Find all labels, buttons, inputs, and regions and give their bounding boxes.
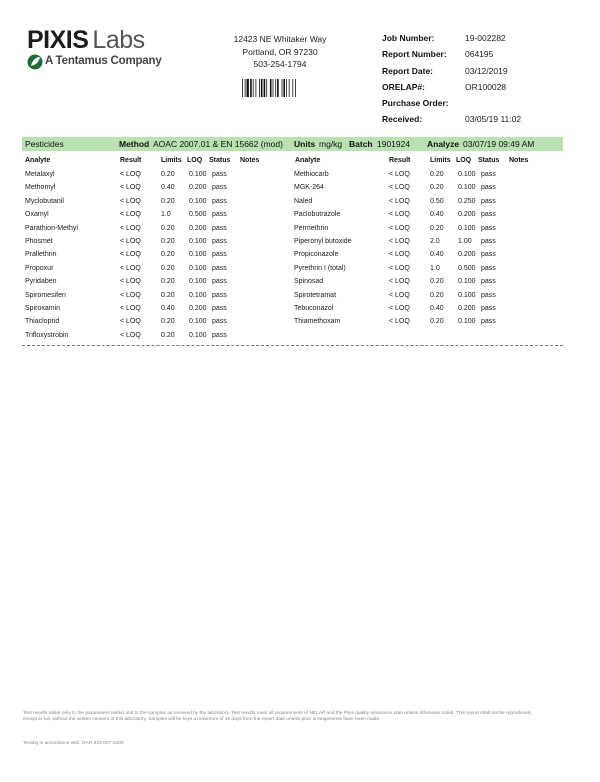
result-cell: < LOQ (389, 197, 410, 205)
report-info-row (382, 49, 572, 65)
loq-cell: 0.100 (189, 251, 207, 259)
table-row (25, 251, 305, 264)
barcode-bar (259, 79, 260, 97)
limits-cell: 0.20 (161, 278, 175, 286)
status-cell: pass (481, 171, 496, 178)
loq-cell: 0.100 (458, 291, 476, 299)
analyte-cell: Piperonyl butoxide (294, 238, 352, 245)
col-header-limits-right: Limits (430, 157, 451, 164)
barcode-bar (295, 79, 296, 97)
limits-cell: 0.40 (161, 305, 175, 312)
barcode-bar (245, 79, 246, 97)
limits-cell: 0.40 (430, 211, 444, 219)
result-cell: < LOQ (389, 224, 410, 232)
table-row (294, 292, 574, 305)
table-row (25, 171, 305, 184)
loq-cell: 0.500 (189, 211, 207, 219)
result-cell: < LOQ (120, 238, 141, 245)
logo-tagline: A Tentamus Company (45, 55, 162, 67)
limits-cell: 0.40 (161, 184, 175, 192)
barcode-bar (289, 79, 290, 97)
limits-cell: 0.50 (430, 197, 444, 205)
limits-cell: 0.20 (430, 184, 444, 192)
limits-cell: 0.20 (161, 291, 175, 299)
status-cell: pass (481, 184, 496, 192)
analyte-cell: Metalaxyl (25, 171, 55, 178)
result-cell: < LOQ (389, 305, 410, 312)
analyte-cell: Methiocarb (294, 171, 329, 178)
table-row (25, 332, 305, 345)
status-cell: pass (481, 197, 496, 205)
report-info-value: 064195 (465, 49, 494, 60)
limits-cell: 1.0 (161, 211, 171, 219)
limits-cell: 0.20 (161, 224, 175, 232)
analyte-cell: Spirotetramat (294, 291, 337, 299)
col-header-status: Status (209, 157, 231, 164)
limits-cell: 0.20 (161, 264, 175, 272)
logo-brand-light: Labs (92, 26, 145, 54)
table-divider (22, 345, 563, 346)
logo-brand-bold: PIXIS (27, 26, 89, 54)
result-cell: < LOQ (120, 184, 141, 192)
status-cell: pass (212, 211, 227, 219)
method-label: Method (119, 139, 150, 149)
report-info-row (382, 33, 572, 49)
table-row (25, 292, 305, 305)
table-row (294, 225, 574, 238)
table-row (294, 238, 574, 251)
loq-cell: 0.100 (458, 171, 476, 178)
table-row (25, 305, 305, 318)
footer-testing-note: Testing in accordance with: OAR 333-007-0400 (23, 741, 124, 746)
loq-cell: 0.200 (189, 305, 207, 312)
analyte-cell: Parathion-Methyl (25, 224, 78, 232)
barcode-bar (286, 79, 287, 97)
barcode-bar (277, 79, 279, 97)
lab-address (215, 33, 345, 71)
status-cell: pass (212, 251, 227, 259)
status-cell: pass (212, 264, 227, 272)
report-info (382, 33, 572, 131)
barcode-bar (283, 79, 285, 97)
barcode-bar (292, 79, 293, 97)
analyte-cell: Trifloxystrobin (25, 331, 69, 339)
table-row (25, 278, 305, 291)
limits-cell: 0.40 (430, 251, 444, 259)
result-cell: < LOQ (389, 238, 410, 245)
loq-cell: 0.200 (189, 224, 207, 232)
limits-cell: 0.20 (161, 238, 175, 245)
address-phone: 503-254-1794 (253, 59, 307, 69)
analyte-cell: Paclobutrazole (294, 211, 341, 219)
limits-cell: 0.20 (430, 171, 444, 178)
barcode-bar (270, 79, 272, 97)
units-value: mg/kg (319, 139, 343, 149)
col-header-notes: Notes (240, 157, 260, 164)
result-cell: < LOQ (389, 291, 410, 299)
result-cell: < LOQ (120, 318, 141, 326)
report-info-row (382, 82, 572, 98)
analyte-cell: Tebuconazol (294, 305, 334, 312)
analyte-cell: Permethrin (294, 224, 329, 232)
table-row (25, 225, 305, 238)
footer-disclaimer: Test results relate only to the parameters tested and to the samples as received by the laboratory. Test results meet all requirements of NELAP and the Pixis quality assurance plan unless otherwise noted. This report shall not be reproduced, except in full, without the written consent of this laboratory. Samples will be kept a maximum of 15 days from the report date unless prior arrangements have been made. (23, 711, 532, 723)
report-info-label: Purchase Order: (382, 98, 449, 109)
analyte-cell: MGK-264 (294, 184, 324, 192)
report-info-label: Report Date: (382, 65, 434, 76)
result-cell: < LOQ (389, 264, 410, 272)
table-row (294, 198, 574, 211)
logo-wordmark (27, 28, 145, 53)
analyte-cell: Myclobutanil (25, 197, 64, 205)
analyze-value: 03/07/19 09:49 AM (463, 139, 535, 149)
units-label: Units (294, 139, 316, 149)
batch-value: 1901924 (377, 139, 411, 149)
status-cell: pass (481, 291, 496, 299)
results-table-left (25, 171, 295, 346)
loq-cell: 0.100 (458, 318, 476, 326)
status-cell: pass (212, 331, 227, 339)
limits-cell: 1.0 (430, 264, 440, 272)
company-logo (27, 28, 177, 74)
analyte-cell: Propoxur (25, 264, 54, 272)
loq-cell: 0.100 (189, 318, 207, 326)
barcode-bar (282, 79, 283, 97)
report-info-value: 19-002282 (465, 33, 506, 43)
loq-cell: 0.100 (189, 264, 207, 272)
table-row (25, 238, 305, 251)
result-cell: < LOQ (389, 318, 410, 326)
table-row (25, 211, 305, 224)
status-cell: pass (212, 278, 227, 286)
status-cell: pass (212, 197, 227, 205)
limits-cell: 0.20 (430, 278, 444, 286)
analyte-cell: Pyridaben (25, 278, 57, 286)
loq-cell: 0.100 (189, 278, 207, 286)
analyte-cell: Oxamyl (25, 211, 49, 219)
barcode-bar (273, 79, 274, 97)
loq-cell: 1.00 (458, 238, 472, 245)
barcode-bar (275, 79, 276, 97)
loq-cell: 0.100 (189, 171, 207, 178)
status-cell: pass (212, 238, 227, 245)
limits-cell: 0.20 (430, 318, 444, 326)
report-info-label: ORELAP#: (382, 81, 425, 92)
results-table-right (294, 171, 564, 346)
table-row (25, 184, 305, 197)
loq-cell: 0.500 (458, 264, 476, 272)
col-header-result-right: Result (389, 157, 411, 164)
tentamus-leaf-icon (27, 54, 43, 70)
loq-cell: 0.250 (458, 197, 476, 205)
loq-cell: 0.100 (458, 184, 476, 192)
loq-cell: 0.100 (189, 331, 207, 339)
report-info-value: 03/12/2019 (465, 65, 508, 76)
analyte-cell: Spiroxamin (25, 305, 61, 312)
analyze-label: Analyze (427, 139, 460, 149)
section-name: Pesticides (25, 139, 64, 149)
report-info-value: 03/05/19 11:02 (465, 114, 522, 125)
col-header-status-right: Status (478, 157, 500, 164)
analyte-cell: Propiconazole (294, 251, 339, 259)
limits-cell: 0.40 (430, 305, 444, 312)
barcode-image (242, 79, 314, 97)
status-cell: pass (481, 224, 496, 232)
col-header-analyte-right: Analyte (295, 157, 321, 164)
table-row (294, 318, 574, 331)
result-cell: < LOQ (120, 305, 141, 312)
result-cell: < LOQ (120, 251, 141, 259)
loq-cell: 0.100 (458, 224, 476, 232)
analyte-cell: Thiacloprid (25, 318, 60, 326)
status-cell: pass (481, 305, 496, 312)
analyte-cell: Spinosad (294, 278, 324, 286)
limits-cell: 0.20 (161, 331, 175, 339)
loq-cell: 0.200 (458, 251, 476, 259)
status-cell: pass (212, 184, 227, 192)
limits-cell: 0.20 (161, 318, 175, 326)
limits-cell: 0.20 (161, 171, 175, 178)
barcode-bar (264, 79, 266, 97)
table-row (25, 198, 305, 211)
status-cell: pass (481, 318, 496, 326)
result-cell: < LOQ (120, 224, 141, 232)
barcode-bar (250, 79, 252, 97)
result-cell: < LOQ (120, 291, 141, 299)
limits-cell: 0.20 (430, 224, 444, 232)
result-cell: < LOQ (120, 264, 141, 272)
table-row (294, 305, 574, 318)
table-row (294, 251, 574, 264)
status-cell: pass (212, 291, 227, 299)
analyte-cell: Naled (294, 197, 313, 205)
result-cell: < LOQ (389, 278, 410, 286)
result-cell: < LOQ (120, 171, 141, 178)
barcode-bar (261, 79, 263, 97)
address-street: 12423 NE Whitaker Way (233, 34, 327, 44)
analyte-cell: Methomyl (25, 184, 56, 192)
table-row (294, 184, 574, 197)
result-cell: < LOQ (120, 278, 141, 286)
limits-cell: 2.0 (430, 238, 440, 245)
barcode-bar (256, 79, 257, 97)
loq-cell: 0.200 (189, 184, 207, 192)
col-header-loq: LOQ (187, 157, 203, 164)
status-cell: pass (481, 278, 496, 286)
limits-cell: 0.20 (161, 251, 175, 259)
limits-cell: 0.20 (430, 291, 444, 299)
loq-cell: 0.100 (189, 291, 207, 299)
report-info-label: Report Number: (382, 49, 447, 60)
analyte-cell: Pyrethrin I (total) (294, 264, 346, 272)
col-header-notes-right: Notes (509, 157, 529, 164)
address-city: Portland, OR 97230 (242, 46, 318, 57)
status-cell: pass (481, 251, 496, 259)
analyte-cell: Thiamethoxam (294, 318, 341, 326)
result-cell: < LOQ (389, 184, 410, 192)
col-header-loq-right: LOQ (456, 157, 472, 164)
status-cell: pass (212, 171, 227, 178)
result-cell: < LOQ (120, 211, 141, 219)
analyte-cell: Prallethrin (25, 251, 57, 259)
status-cell: pass (212, 305, 227, 312)
barcode-bar (247, 79, 249, 97)
result-cell: < LOQ (389, 211, 410, 219)
analyte-cell: Phosmet (25, 238, 53, 245)
result-cell: < LOQ (120, 197, 141, 205)
report-info-label: Received: (382, 114, 423, 125)
batch-label: Batch (349, 139, 373, 149)
barcode-bar (266, 79, 267, 97)
table-row (294, 211, 574, 224)
limits-cell: 0.20 (161, 197, 175, 205)
result-cell: < LOQ (120, 331, 141, 339)
report-info-value: OR100028 (465, 81, 507, 92)
table-row (294, 171, 574, 184)
analyte-cell: Spiromesifen (25, 291, 66, 299)
status-cell: pass (212, 224, 227, 232)
col-header-result: Result (120, 157, 142, 164)
result-cell: < LOQ (389, 251, 410, 259)
report-info-row (382, 66, 572, 82)
method-value: AOAC 2007.01 & EN 15662 (mod) (153, 139, 283, 149)
loq-cell: 0.200 (458, 305, 476, 312)
table-row (25, 318, 305, 331)
table-row (25, 265, 305, 278)
loq-cell: 0.100 (189, 238, 207, 245)
loq-cell: 0.100 (458, 278, 476, 286)
status-cell: pass (212, 318, 227, 326)
barcode-bar (253, 79, 254, 97)
barcode-bar (242, 79, 243, 97)
table-row (294, 278, 574, 291)
status-cell: pass (481, 264, 496, 272)
report-info-row (382, 98, 572, 114)
table-row (294, 265, 574, 278)
result-cell: < LOQ (389, 171, 410, 178)
section-header-bar (22, 137, 563, 151)
col-header-limits: Limits (161, 157, 182, 164)
loq-cell: 0.200 (458, 211, 476, 219)
report-info-label: Job Number: (382, 33, 435, 43)
loq-cell: 0.100 (189, 197, 207, 205)
status-cell: pass (481, 238, 496, 245)
col-header-analyte: Analyte (25, 157, 51, 164)
status-cell: pass (481, 211, 496, 219)
report-info-row (382, 114, 572, 130)
